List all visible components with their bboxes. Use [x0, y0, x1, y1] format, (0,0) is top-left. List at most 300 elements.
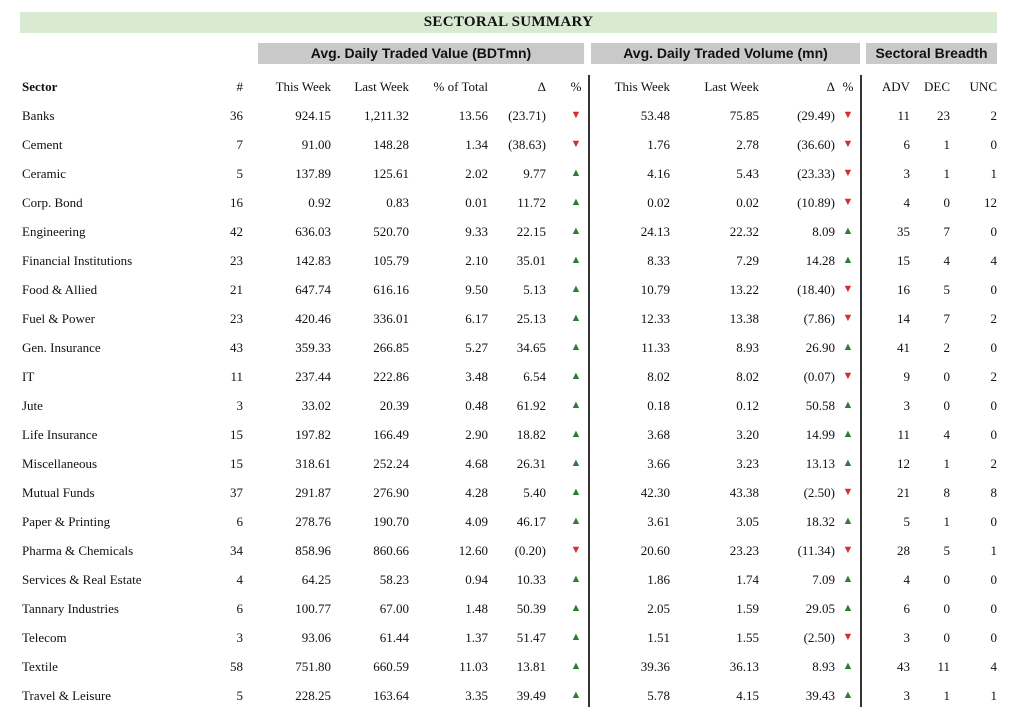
volume-this-week: 20.60: [640, 543, 670, 558]
sector-count: 36: [230, 108, 243, 123]
value-last-week: 616.16: [373, 282, 409, 297]
volume-last-week: 4.15: [736, 688, 759, 703]
page-title: SECTORAL SUMMARY: [423, 14, 594, 30]
volume-this-week: 42.30: [640, 485, 670, 500]
breadth-unc: 2: [990, 108, 997, 123]
sector-count: 7: [236, 137, 243, 152]
value-trend-up-icon: ▲: [570, 167, 582, 179]
table-row: [0, 217, 1024, 246]
value-trend-up-icon: ▲: [570, 689, 582, 701]
value-pct-of-total: 6.17: [465, 311, 488, 326]
volume-change: (10.89): [797, 195, 835, 210]
breadth-adv: 3: [903, 688, 910, 703]
volume-change: (23.33): [797, 166, 835, 181]
sector-count: 42: [230, 224, 243, 239]
table-row: [0, 333, 1024, 362]
breadth-dec: 1: [943, 688, 950, 703]
breadth-dec: 4: [943, 253, 950, 268]
table-row: [0, 565, 1024, 594]
volume-change: 8.93: [812, 659, 835, 674]
breadth-adv: 28: [897, 543, 910, 558]
sector-count: 15: [230, 456, 243, 471]
sector-count: 4: [236, 572, 243, 587]
volume-this-week: 5.78: [647, 688, 670, 703]
sector-name: Pharma & Chemicals: [22, 543, 134, 558]
volume-change: (0.07): [803, 369, 835, 384]
value-last-week: 20.39: [379, 398, 409, 413]
value-trend-up-icon: ▲: [570, 312, 582, 324]
volume-last-week: 1.74: [736, 572, 759, 587]
breadth-unc: 0: [990, 340, 997, 355]
value-this-week: 197.82: [295, 427, 331, 442]
value-trend-up-icon: ▲: [570, 428, 582, 440]
volume-this-week: 39.36: [640, 659, 670, 674]
title-bar: [20, 12, 997, 33]
breadth-unc: 0: [990, 398, 997, 413]
breadth-dec: 0: [943, 369, 950, 384]
breadth-unc: 0: [990, 572, 997, 587]
volume-last-week: 23.23: [729, 543, 759, 558]
sector-count: 37: [230, 485, 243, 500]
value-last-week: 163.64: [373, 688, 409, 703]
value-trend-up-icon: ▲: [570, 631, 582, 643]
sector-name: Food & Allied: [22, 282, 98, 297]
value-change: 9.77: [523, 166, 546, 181]
breadth-unc: 2: [990, 456, 997, 471]
breadth-dec: 4: [943, 427, 950, 442]
value-change: 26.31: [516, 456, 546, 471]
breadth-adv: 3: [903, 398, 910, 413]
volume-change: 50.58: [805, 398, 835, 413]
volume-trend-down-icon: ▼: [842, 196, 854, 208]
breadth-dec: 2: [943, 340, 950, 355]
volume-last-week: 36.13: [729, 659, 759, 674]
value-pct-of-total: 1.48: [465, 601, 488, 616]
value-trend-up-icon: ▲: [570, 515, 582, 527]
volume-change: 29.05: [805, 601, 835, 616]
value-pct-of-total: 9.50: [465, 282, 488, 297]
table-row: [0, 652, 1024, 681]
value-last-week: 860.66: [373, 543, 409, 558]
breadth-unc: 12: [984, 195, 997, 210]
volume-this-week: 3.66: [647, 456, 670, 471]
volume-last-week: 3.23: [736, 456, 759, 471]
group-header-volume: Avg. Daily Traded Volume (mn): [591, 43, 860, 64]
breadth-unc: 8: [990, 485, 997, 500]
value-this-week: 64.25: [301, 572, 331, 587]
sector-count: 43: [230, 340, 243, 355]
value-this-week: 291.87: [295, 485, 331, 500]
value-pct-of-total: 12.60: [458, 543, 488, 558]
sector-name: Services & Real Estate: [22, 572, 142, 587]
volume-change: 18.32: [805, 514, 835, 529]
breadth-dec: 8: [943, 485, 950, 500]
breadth-adv: 41: [897, 340, 910, 355]
volume-change: 14.28: [805, 253, 835, 268]
value-trend-up-icon: ▲: [570, 196, 582, 208]
sector-name: Life Insurance: [22, 427, 98, 442]
value-trend-up-icon: ▲: [570, 283, 582, 295]
sector-count: 23: [230, 311, 243, 326]
value-last-week: 0.83: [386, 195, 409, 210]
table-row: [0, 420, 1024, 449]
value-pct-of-total: 2.10: [465, 253, 488, 268]
volume-trend-up-icon: ▲: [842, 457, 854, 469]
table-row: [0, 449, 1024, 478]
volume-this-week: 3.68: [647, 427, 670, 442]
breadth-dec: 1: [943, 166, 950, 181]
sector-name: Mutual Funds: [22, 485, 95, 500]
header-volume-this-week: This Week: [614, 79, 670, 94]
value-this-week: 858.96: [295, 543, 331, 558]
breadth-dec: 0: [943, 398, 950, 413]
value-change: 5.13: [523, 282, 546, 297]
table-row: [0, 362, 1024, 391]
breadth-adv: 16: [897, 282, 910, 297]
volume-trend-down-icon: ▼: [842, 167, 854, 179]
value-pct-of-total: 13.56: [458, 108, 488, 123]
breadth-adv: 11: [897, 427, 910, 442]
breadth-unc: 1: [990, 688, 997, 703]
volume-change: (18.40): [797, 282, 835, 297]
value-this-week: 100.77: [295, 601, 331, 616]
value-trend-up-icon: ▲: [570, 225, 582, 237]
volume-trend-up-icon: ▲: [842, 254, 854, 266]
volume-this-week: 4.16: [647, 166, 670, 181]
sector-name: Textile: [22, 659, 58, 674]
value-last-week: 67.00: [379, 601, 409, 616]
volume-change: 14.99: [805, 427, 835, 442]
value-change: (38.63): [508, 137, 546, 152]
value-change: 46.17: [516, 514, 546, 529]
breadth-dec: 0: [943, 601, 950, 616]
breadth-dec: 1: [943, 514, 950, 529]
breadth-dec: 0: [943, 195, 950, 210]
breadth-dec: 7: [943, 224, 950, 239]
sector-name: Paper & Printing: [22, 514, 111, 529]
breadth-dec: 23: [937, 108, 950, 123]
volume-trend-up-icon: ▲: [842, 225, 854, 237]
sector-count: 15: [230, 427, 243, 442]
header-value-last-week: Last Week: [354, 79, 409, 94]
volume-this-week: 8.33: [647, 253, 670, 268]
breadth-adv: 3: [903, 166, 910, 181]
volume-this-week: 24.13: [640, 224, 670, 239]
volume-trend-down-icon: ▼: [842, 283, 854, 295]
value-this-week: 91.00: [301, 137, 331, 152]
breadth-adv: 12: [897, 456, 910, 471]
value-change: 22.15: [516, 224, 546, 239]
table-row: [0, 594, 1024, 623]
value-pct-of-total: 2.90: [465, 427, 488, 442]
value-trend-up-icon: ▲: [570, 254, 582, 266]
sector-count: 23: [230, 253, 243, 268]
sector-name: Travel & Leisure: [22, 688, 112, 703]
volume-last-week: 1.59: [736, 601, 759, 616]
header-volume-last-week: Last Week: [704, 79, 759, 94]
volume-this-week: 1.86: [647, 572, 670, 587]
sector-name: Jute: [22, 398, 43, 413]
breadth-dec: 7: [943, 311, 950, 326]
breadth-unc: 4: [990, 659, 997, 674]
sector-count: 6: [236, 514, 243, 529]
breadth-adv: 6: [903, 137, 910, 152]
volume-trend-down-icon: ▼: [842, 109, 854, 121]
header-unc: UNC: [969, 79, 997, 94]
value-trend-up-icon: ▲: [570, 602, 582, 614]
value-pct-of-total: 0.01: [465, 195, 488, 210]
header-sector: Sector: [22, 79, 58, 94]
value-this-week: 636.03: [295, 224, 331, 239]
sector-name: Banks: [22, 108, 55, 123]
value-trend-down-icon: ▼: [570, 138, 582, 150]
volume-last-week: 3.20: [736, 427, 759, 442]
volume-change: (2.50): [803, 630, 835, 645]
breadth-adv: 21: [897, 485, 910, 500]
value-last-week: 222.86: [373, 369, 409, 384]
breadth-dec: 1: [943, 137, 950, 152]
breadth-unc: 2: [990, 311, 997, 326]
value-this-week: 93.06: [301, 630, 331, 645]
sector-count: 21: [230, 282, 243, 297]
volume-trend-up-icon: ▲: [842, 399, 854, 411]
value-last-week: 125.61: [373, 166, 409, 181]
table-row: [0, 130, 1024, 159]
table-row: [0, 536, 1024, 565]
value-this-week: 278.76: [295, 514, 331, 529]
volume-change: 8.09: [812, 224, 835, 239]
sector-count: 6: [236, 601, 243, 616]
sector-name: Tannary Industries: [22, 601, 119, 616]
value-this-week: 751.80: [295, 659, 331, 674]
sector-count: 16: [230, 195, 243, 210]
table-row: [0, 246, 1024, 275]
volume-trend-down-icon: ▼: [842, 370, 854, 382]
volume-last-week: 13.22: [729, 282, 759, 297]
value-trend-up-icon: ▲: [570, 486, 582, 498]
volume-last-week: 3.05: [736, 514, 759, 529]
header-volume-pct: %: [842, 79, 854, 94]
value-pct-of-total: 0.94: [465, 572, 488, 587]
volume-last-week: 7.29: [736, 253, 759, 268]
value-change: 13.81: [516, 659, 546, 674]
value-this-week: 0.92: [308, 195, 331, 210]
breadth-unc: 2: [990, 369, 997, 384]
table-row: [0, 681, 1024, 710]
breadth-unc: 0: [990, 514, 997, 529]
header-value-this-week: This Week: [275, 79, 331, 94]
value-this-week: 137.89: [295, 166, 331, 181]
table-row: [0, 304, 1024, 333]
value-this-week: 647.74: [295, 282, 331, 297]
volume-trend-down-icon: ▼: [842, 631, 854, 643]
volume-trend-up-icon: ▲: [842, 515, 854, 527]
sector-name: Telecom: [22, 630, 67, 645]
volume-change: 39.43: [805, 688, 835, 703]
value-change: 25.13: [516, 311, 546, 326]
value-pct-of-total: 9.33: [465, 224, 488, 239]
volume-this-week: 8.02: [647, 369, 670, 384]
volume-this-week: 3.61: [647, 514, 670, 529]
volume-change: (29.49): [797, 108, 835, 123]
value-last-week: 266.85: [373, 340, 409, 355]
volume-trend-down-icon: ▼: [842, 486, 854, 498]
breadth-adv: 3: [903, 630, 910, 645]
breadth-unc: 0: [990, 224, 997, 239]
sector-name: Miscellaneous: [22, 456, 98, 471]
volume-trend-down-icon: ▼: [842, 312, 854, 324]
table-row: [0, 507, 1024, 536]
header-dec: DEC: [924, 79, 950, 94]
value-change: 50.39: [516, 601, 546, 616]
value-change: 18.82: [516, 427, 546, 442]
sector-count: 34: [230, 543, 243, 558]
volume-this-week: 53.48: [640, 108, 670, 123]
sector-name: Corp. Bond: [22, 195, 83, 210]
breadth-unc: 4: [990, 253, 997, 268]
value-last-week: 520.70: [373, 224, 409, 239]
breadth-unc: 0: [990, 427, 997, 442]
volume-trend-up-icon: ▲: [842, 428, 854, 440]
volume-change: (36.60): [797, 137, 835, 152]
breadth-unc: 0: [990, 137, 997, 152]
breadth-adv: 35: [897, 224, 910, 239]
volume-this-week: 10.79: [640, 282, 670, 297]
value-trend-down-icon: ▼: [570, 544, 582, 556]
volume-trend-up-icon: ▲: [842, 689, 854, 701]
volume-last-week: 22.32: [729, 224, 759, 239]
header-volume-delta: Δ: [826, 79, 835, 94]
sector-name: Ceramic: [22, 166, 67, 181]
header-value-delta: Δ: [537, 79, 546, 94]
value-change: 6.54: [523, 369, 546, 384]
volume-last-week: 8.93: [736, 340, 759, 355]
breadth-adv: 43: [897, 659, 910, 674]
volume-last-week: 0.12: [736, 398, 759, 413]
breadth-unc: 0: [990, 601, 997, 616]
value-change: 5.40: [523, 485, 546, 500]
value-last-week: 336.01: [373, 311, 409, 326]
breadth-unc: 0: [990, 630, 997, 645]
sector-name: Financial Institutions: [22, 253, 133, 268]
volume-trend-up-icon: ▲: [842, 573, 854, 585]
volume-change: 26.90: [805, 340, 835, 355]
value-this-week: 924.15: [295, 108, 331, 123]
breadth-adv: 5: [903, 514, 910, 529]
value-change: 10.33: [516, 572, 546, 587]
value-change: 35.01: [516, 253, 546, 268]
sector-name: Fuel & Power: [22, 311, 95, 326]
value-trend-up-icon: ▲: [570, 399, 582, 411]
value-change: (0.20): [514, 543, 546, 558]
breadth-dec: 0: [943, 572, 950, 587]
value-pct-of-total: 1.34: [465, 137, 488, 152]
value-trend-up-icon: ▲: [570, 370, 582, 382]
header-value-pct: %: [570, 79, 582, 94]
value-last-week: 252.24: [373, 456, 409, 471]
volume-this-week: 1.76: [647, 137, 670, 152]
value-pct-of-total: 3.48: [465, 369, 488, 384]
table-row: [0, 159, 1024, 188]
sector-count: 58: [230, 659, 243, 674]
volume-trend-down-icon: ▼: [842, 544, 854, 556]
volume-trend-up-icon: ▲: [842, 341, 854, 353]
sector-count: 5: [236, 166, 243, 181]
group-header-value: Avg. Daily Traded Value (BDTmn): [258, 43, 584, 64]
sector-count: 3: [236, 630, 243, 645]
breadth-adv: 11: [897, 108, 910, 123]
table-header-row: [0, 72, 1024, 101]
breadth-adv: 4: [903, 572, 910, 587]
volume-change: (11.34): [797, 543, 835, 558]
breadth-unc: 1: [990, 166, 997, 181]
sector-count: 3: [236, 398, 243, 413]
volume-last-week: 8.02: [736, 369, 759, 384]
volume-this-week: 2.05: [647, 601, 670, 616]
volume-this-week: 0.02: [647, 195, 670, 210]
value-pct-of-total: 0.48: [465, 398, 488, 413]
sector-name: Gen. Insurance: [22, 340, 101, 355]
volume-last-week: 1.55: [736, 630, 759, 645]
breadth-dec: 11: [937, 659, 950, 674]
table-row: [0, 391, 1024, 420]
volume-change: (2.50): [803, 485, 835, 500]
volume-change: (7.86): [803, 311, 835, 326]
value-pct-of-total: 4.68: [465, 456, 488, 471]
value-this-week: 420.46: [295, 311, 331, 326]
value-pct-of-total: 1.37: [465, 630, 488, 645]
volume-last-week: 75.85: [729, 108, 759, 123]
header-count: #: [236, 79, 243, 94]
value-this-week: 228.25: [295, 688, 331, 703]
sector-count: 11: [230, 369, 243, 384]
value-this-week: 33.02: [301, 398, 331, 413]
table-row: [0, 101, 1024, 130]
value-this-week: 142.83: [295, 253, 331, 268]
sector-name: IT: [22, 369, 35, 384]
value-trend-up-icon: ▲: [570, 457, 582, 469]
volume-last-week: 5.43: [736, 166, 759, 181]
value-trend-up-icon: ▲: [570, 573, 582, 585]
sector-name: Engineering: [22, 224, 86, 239]
value-pct-of-total: 2.02: [465, 166, 488, 181]
value-last-week: 148.28: [373, 137, 409, 152]
value-pct-of-total: 11.03: [459, 659, 488, 674]
volume-this-week: 0.18: [647, 398, 670, 413]
value-change: 51.47: [516, 630, 546, 645]
sector-name: Cement: [22, 137, 63, 152]
value-pct-of-total: 4.09: [465, 514, 488, 529]
volume-last-week: 2.78: [736, 137, 759, 152]
breadth-unc: 1: [990, 543, 997, 558]
value-pct-of-total: 5.27: [465, 340, 488, 355]
value-last-week: 105.79: [373, 253, 409, 268]
table-row: [0, 188, 1024, 217]
table-row: [0, 275, 1024, 304]
value-last-week: 190.70: [373, 514, 409, 529]
volume-this-week: 11.33: [641, 340, 670, 355]
value-this-week: 318.61: [295, 456, 331, 471]
value-trend-up-icon: ▲: [570, 341, 582, 353]
breadth-dec: 1: [943, 456, 950, 471]
value-this-week: 237.44: [295, 369, 331, 384]
volume-change: 7.09: [812, 572, 835, 587]
value-last-week: 276.90: [373, 485, 409, 500]
breadth-adv: 9: [903, 369, 910, 384]
breadth-adv: 6: [903, 601, 910, 616]
value-this-week: 359.33: [295, 340, 331, 355]
breadth-dec: 5: [943, 543, 950, 558]
